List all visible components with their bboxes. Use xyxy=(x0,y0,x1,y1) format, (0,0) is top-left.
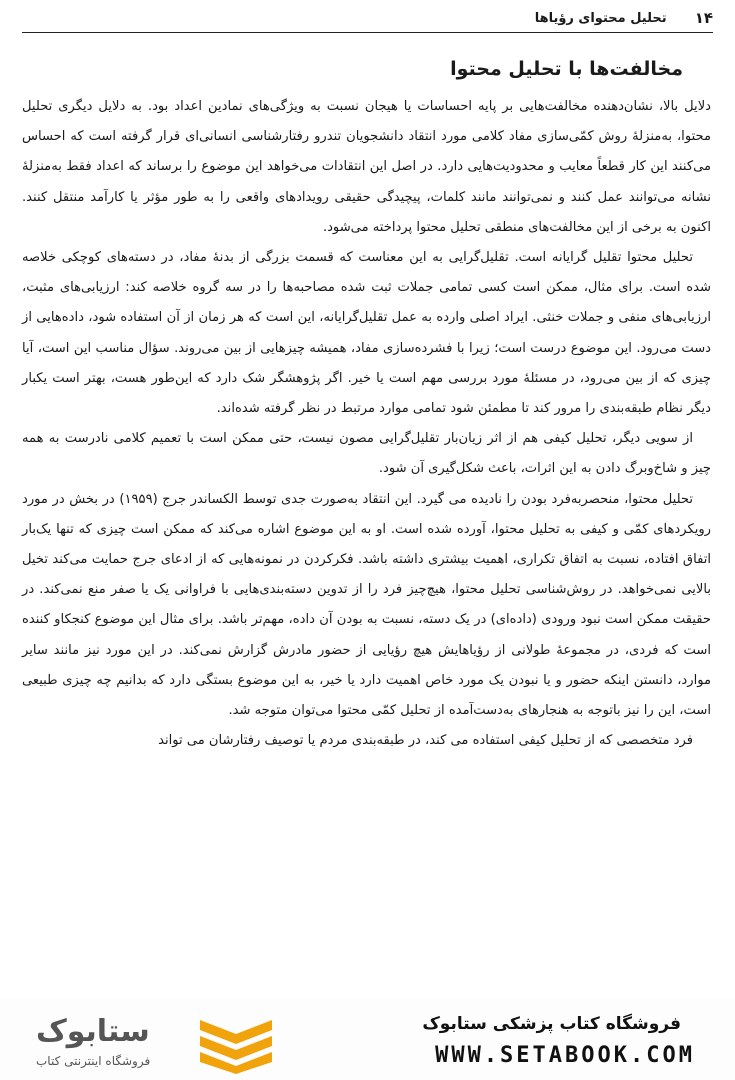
logo-subtitle: فروشگاه اینترنتی کتاب xyxy=(36,1054,151,1068)
logo-chevron-icon xyxy=(196,1016,276,1074)
logo-word: ستابوک xyxy=(36,1014,150,1049)
paragraph-3: از سویی دیگر، تحلیل کیفی هم از اثر زیان‌بار تقلیل‌گرایی مصون نیست، حتی ممکن است با تعمیم کلامی نادرست به همه چیز و شاخ‌وبرگ دادن به این اثرات، باعث شکل‌گیری آن شود. xyxy=(22,431,711,477)
bottom-fade xyxy=(0,930,735,1000)
store-logo xyxy=(26,1014,296,1076)
store-name: فروشگاه کتاب پزشکی ستابوک xyxy=(422,1014,681,1034)
body-text xyxy=(22,92,711,756)
paragraph-4: تحلیل محتوا، منحصربه‌فرد بودن را نادیده می گیرد. این انتقاد به‌صورت جدی توسط الکساندر جرج (۱۹۵۹) در بخش در مورد رویکردهای کمّی و کیفی به تحلیل محتوا، آورده شده است. او به این موضوع اشاره می‌کند که ممکن است چیزی که تنها یک‌بار اتفاق افتاده، نسبت به اتفاق تکراری، اهمیت بیشتری داشته باشد. فکرکردن در نمونه‌هایی که از ادعای جرج حمایت می‌کند تخیل بالایی نمی‌خواهد. در روش‌شناسی تحلیل محتوا، هیچ‌چیز فرد را از تدوین دسته‌بندی‌هایی با فراوانی یک یا صفر منع نمی‌کند. در حقیقت ممکن است نبود ورودی (داده‌ای) در یک دسته، نسبت به بودن آن داده، مهم‌تر باشد. برای مثال این موضوع کنجکاو کننده است که فردی، در مجموعهٔ طولانی از رؤیاهایش هیچ رؤیایی از حضور مادرش گزارش نمی‌کند. در این مورد نیز مانند سایر موارد، دانستن اینکه حضور و یا نبودن یک مورد خاص اهمیت دارد یا خیر، به این موضوع بستگی دارد که بدانیم چه چیزی طبیعی است، این را نیز باتوجه به هنجارهای به‌دست‌آمده از تحلیل کمّی محتوا می‌توان متوجه شد. xyxy=(22,491,711,719)
section-title: مخالفت‌ها با تحلیل محتوا xyxy=(450,58,683,80)
store-url[interactable]: WWW.SETABOOK.COM xyxy=(435,1043,695,1068)
running-title: تحلیل محتوای رؤیاها xyxy=(534,10,667,26)
paragraph-1: دلایل بالا، نشان‌دهنده مخالفت‌هایی بر پایه احساسات یا هیجان نسبت به ویژگی‌های نمادین اعداد بود. به دلایل دیگری تحلیل محتوا، به‌منزلهٔ روش کمّی‌سازی مفاد کلامی مورد انتقاد دانشجویان تندرو رفتارشناسی انسانی‌ای قرار گرفته است که احساس می‌کنند این کار قطعاً معایب و محدودیت‌هایی دارد. در اصل این انتقادات می‌خواهد این موضوع را برساند که اعداد فقط به‌منزلهٔ نشانه می‌توانند عمل کنند و نمی‌توانند مانند کلمات، پیچیدگی حقیقی رویدادهای واقعی را به طور مؤثر یا کارآمد منتقل کنند. اکنون به برخی از این مخالفت‌های منطقی تحلیل محتوا پرداخته می‌شود. xyxy=(22,99,711,235)
paragraph-2: تحلیل محتوا تقلیل گرایانه است. تقلیل‌گرایی به این معناست که قسمت بزرگی از بدنهٔ مفاد، در دسته‌های کوچکی خلاصه شده است. برای مثال، ممکن است کسی تمامی جملات ثبت شده مصاحبه‌ها را در سه گروه خلاصه کند: ارزیابی‌های مثبت، ارزیابی‌های منفی و جملات خنثی. ایراد اصلی وارده به عمل تقلیل‌گرایانه، این است که هر زمان از آن استفاده شود، داده‌هایی از دست می‌رود. این موضوع درست است؛ زیرا با فشرده‌سازی مفاد، همیشه چیزهایی از بین می‌روند. سؤال مناسب این است، آیا چیزی که از بین می‌رود، در مسئلهٔ مورد بررسی مهم است یا خیر. اگر پژوهشگر شک دارد که این‌طور هست، بهتر است یکبار دیگر نظام طبقه‌بندی را مرور کند تا مطمئن شود تمامی موارد مرتبط در نظر گرفته شده‌اند. xyxy=(22,250,711,417)
running-header xyxy=(22,4,713,33)
paragraph-5: فرد متخصصی که از تحلیل کیفی استفاده می کند، در طبقه‌بندی مردم یا توصیف رفتارشان می تواند xyxy=(158,733,693,749)
page-number: ۱۴ xyxy=(694,9,713,27)
